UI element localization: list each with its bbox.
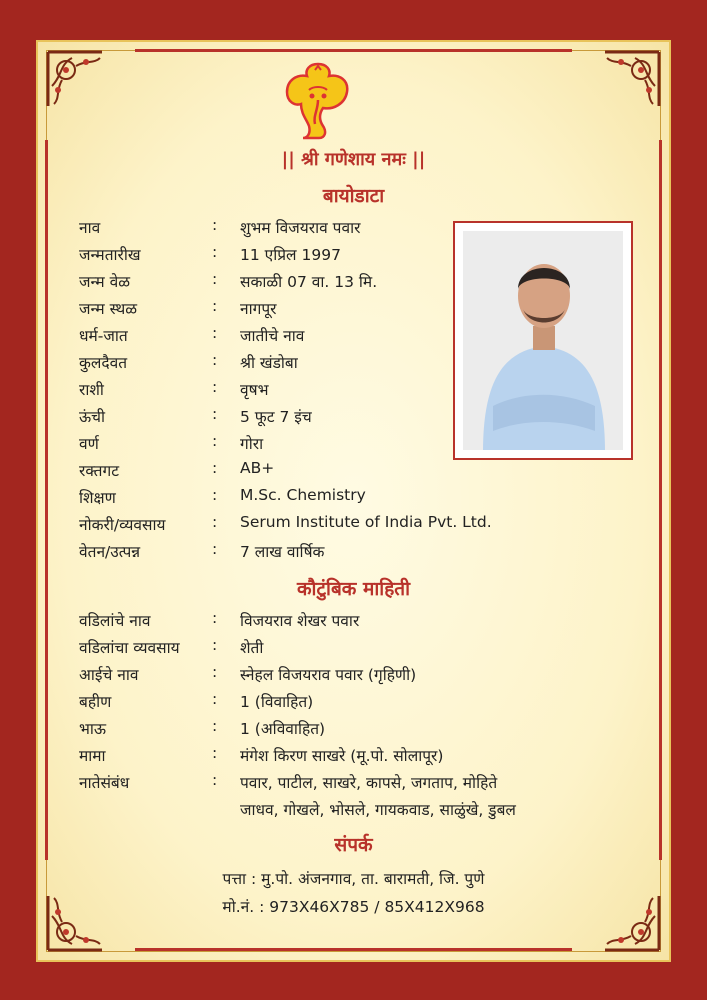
floral-corner-icon [42, 46, 130, 134]
field-value: शेती [240, 639, 264, 657]
field-value: शुभम विजयराव पवार [240, 219, 361, 237]
field-separator: : [212, 513, 218, 531]
field-label: मामा [79, 747, 106, 765]
left-border-line [45, 140, 48, 860]
field-separator: : [212, 540, 218, 558]
field-value: जातीचे नाव [240, 327, 305, 345]
field-label: जन्म स्थळ [79, 300, 138, 318]
field-separator: : [212, 636, 218, 654]
address-text: पत्ता : मु.पो. अंजनगाव, ता. बारामती, जि. पुणे [222, 870, 485, 888]
mantra-heading: || श्री गणेशाय नमः || [281, 149, 426, 170]
floral-corner-icon [577, 46, 665, 134]
field-value: श्री खंडोबा [240, 354, 298, 372]
field-label: वर्ण [79, 435, 99, 453]
field-value: 5 फूट 7 इंच [240, 408, 312, 426]
field-label: शिक्षण [79, 489, 116, 507]
field-separator: : [212, 690, 218, 708]
field-separator: : [212, 324, 218, 342]
field-value: मंगेश किरण साखरे (मू.पो. सोलापूर) [240, 747, 444, 765]
field-label: नोकरी/व्यवसाय [79, 516, 166, 534]
contact-title: संपर्क [334, 834, 373, 856]
field-separator: : [212, 432, 218, 450]
field-separator: : [212, 744, 218, 762]
field-value: AB+ [240, 459, 275, 477]
phone-text: मो.नं. : 973X46X785 / 85X412X968 [222, 898, 485, 916]
field-label: वडिलांचा व्यवसाय [79, 639, 180, 657]
field-separator: : [212, 609, 218, 627]
biodata-title: बायोडाटा [322, 185, 385, 207]
field-label: आईचे नाव [79, 666, 139, 684]
bottom-border-line [135, 948, 572, 951]
field-value: सकाळी 07 वा. 13 मि. [240, 273, 378, 291]
field-value: पवार, पाटील, साखरे, कापसे, जगताप, मोहिते [240, 774, 498, 792]
field-label: वडिलांचे नाव [79, 612, 151, 630]
field-separator: : [212, 270, 218, 288]
ganesh-emblem-icon [279, 60, 357, 142]
field-value: 7 लाख वार्षिक [240, 543, 325, 561]
profile-photo [463, 231, 623, 450]
field-separator: : [212, 405, 218, 423]
field-value: स्नेहल विजयराव पवार (गृहिणी) [240, 666, 417, 684]
field-separator: : [212, 351, 218, 369]
field-separator: : [212, 216, 218, 234]
field-label: धर्म-जात [79, 327, 128, 345]
field-label: भाऊ [79, 720, 107, 738]
field-label: नाव [79, 219, 101, 237]
field-value: 11 एप्रिल 1997 [240, 246, 341, 264]
field-label: वेतन/उत्पन्न [79, 543, 141, 561]
top-border-line [135, 49, 572, 52]
field-label: नातेसंबंध [79, 774, 130, 792]
field-separator: : [212, 378, 218, 396]
profile-photo-frame [453, 221, 633, 460]
field-label: जन्म वेळ [79, 273, 131, 291]
field-label: कुलदैवत [79, 354, 128, 372]
field-value: गोरा [240, 435, 264, 453]
field-label: रक्तगट [79, 462, 120, 480]
field-separator: : [212, 663, 218, 681]
right-border-line [659, 140, 662, 860]
field-label: जन्मतारीख [79, 246, 141, 264]
field-separator: : [212, 717, 218, 735]
field-separator: : [212, 459, 218, 477]
field-value: 1 (विवाहित) [240, 693, 314, 711]
field-value: वृषभ [240, 381, 269, 399]
field-label: बहीण [79, 693, 112, 711]
field-value: जाधव, गोखले, भोसले, गायकवाड, साळुंखे, डुबल [240, 801, 516, 819]
field-value: Serum Institute of India Pvt. Ltd. [240, 513, 492, 531]
field-label: राशी [79, 381, 104, 399]
person-photo-icon [463, 231, 623, 450]
field-separator: : [212, 486, 218, 504]
field-label: ऊंची [79, 408, 106, 426]
field-separator: : [212, 243, 218, 261]
field-value: विजयराव शेखर पवार [240, 612, 360, 630]
field-value: नागपूर [240, 300, 277, 318]
field-separator: : [212, 297, 218, 315]
field-separator: : [212, 771, 218, 789]
field-value: 1 (अविवाहित) [240, 720, 326, 738]
field-value: M.Sc. Chemistry [240, 486, 366, 504]
family-title: कौटुंबिक माहिती [296, 578, 411, 600]
